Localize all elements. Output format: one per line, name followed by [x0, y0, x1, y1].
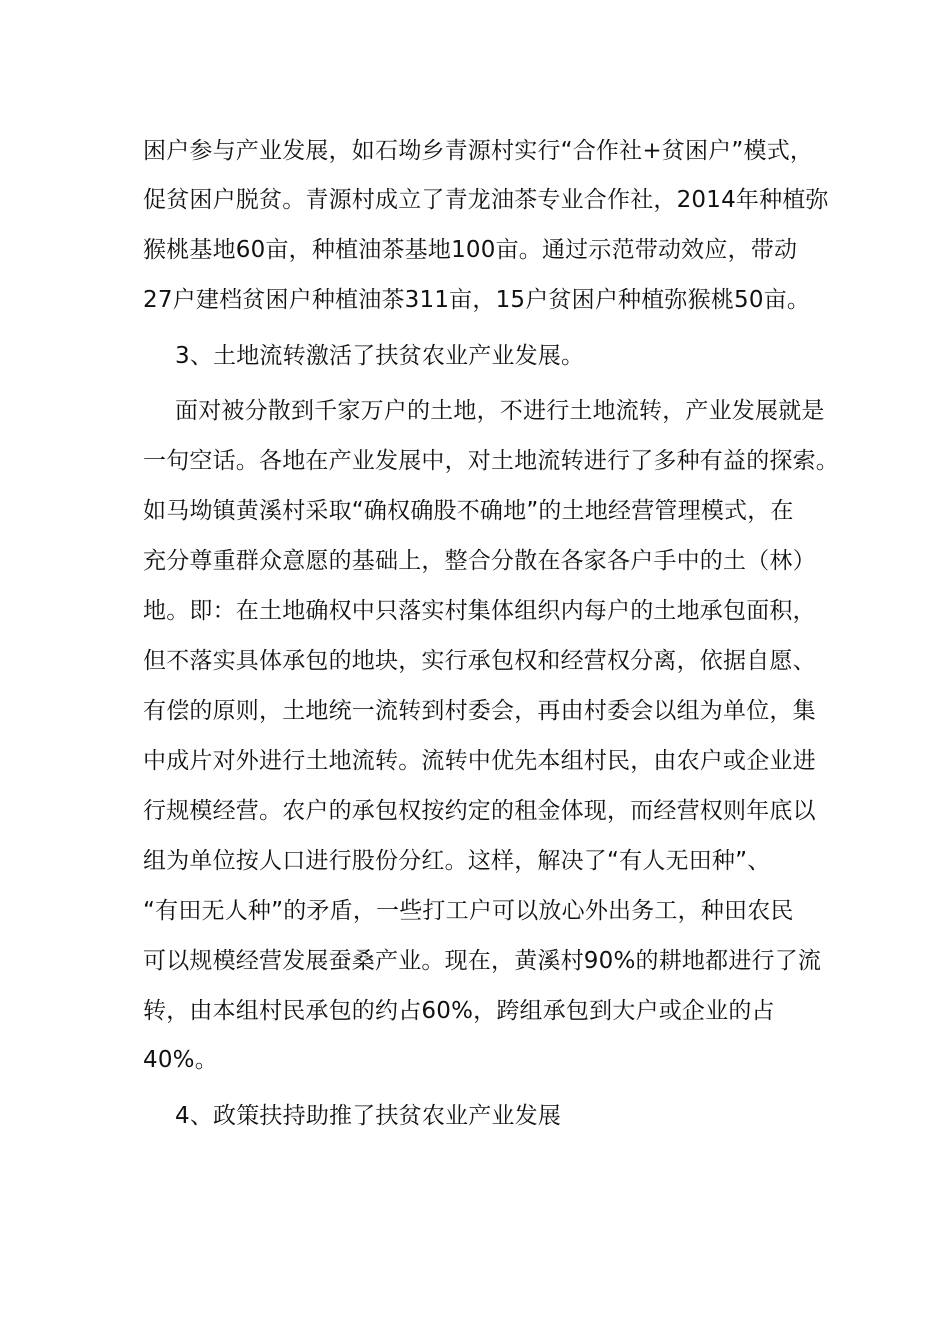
text-line: 40%。	[143, 1047, 218, 1073]
text-line: 一句空话。各地在产业发展中，对土地流转进行了多种有益的探索。	[143, 448, 839, 474]
paragraph-first-line: 面对被分散到千家万户的土地，不进行土地流转，产业发展就是	[175, 398, 825, 424]
text-line: 中成片对外进行土地流转。流转中优先本组村民，由农户或企业进	[143, 748, 816, 774]
section-heading: 3、土地流转激活了扶贫农业产业发展。	[175, 343, 585, 369]
text-line: 如马坳镇黄溪村采取“确权确股不确地”的土地经营管理模式，在	[143, 498, 794, 524]
text-line: 转，由本组村民承包的约占60%，跨组承包到大户或企业的占	[143, 998, 775, 1024]
text-line: 27户建档贫困户种植油茶311亩，15户贫困户种植弥猴桃50亩。	[143, 287, 811, 313]
text-line: 有偿的原则，土地统一流转到村委会，再由村委会以组为单位，集	[143, 698, 816, 724]
text-line: 猴桃基地60亩，种植油茶基地100亩。通过示范带动效应，带动	[143, 237, 798, 263]
section-heading: 4、政策扶持助推了扶贫农业产业发展	[175, 1103, 562, 1129]
text-line: 组为单位按人口进行股份分红。这样，解决了“有人无田种”、	[143, 848, 771, 874]
text-line: 可以规模经营发展蚕桑产业。现在，黄溪村90%的耕地都进行了流	[143, 948, 822, 974]
text-line: “有田无人种”的矛盾，一些打工户可以放心外出务工，种田农民	[143, 898, 794, 924]
text-line: 充分尊重群众意愿的基础上，整合分散在各家各户手中的土（林）	[143, 548, 816, 574]
text-line: 促贫困户脱贫。青源村成立了青龙油茶专业合作社，2014年种植弥	[143, 187, 829, 213]
text-line: 但不落实具体承包的地块，实行承包权和经营权分离，依据自愿、	[143, 648, 816, 674]
text-line: 行规模经营。农户的承包权按约定的租金体现，而经营权则年底以	[143, 798, 816, 824]
text-line: 地。即：在土地确权中只落实村集体组织内每户的土地承包面积，	[143, 598, 816, 624]
text-line: 困户参与产业发展，如石坳乡青源村实行“合作社+贫困户”模式，	[143, 138, 814, 164]
